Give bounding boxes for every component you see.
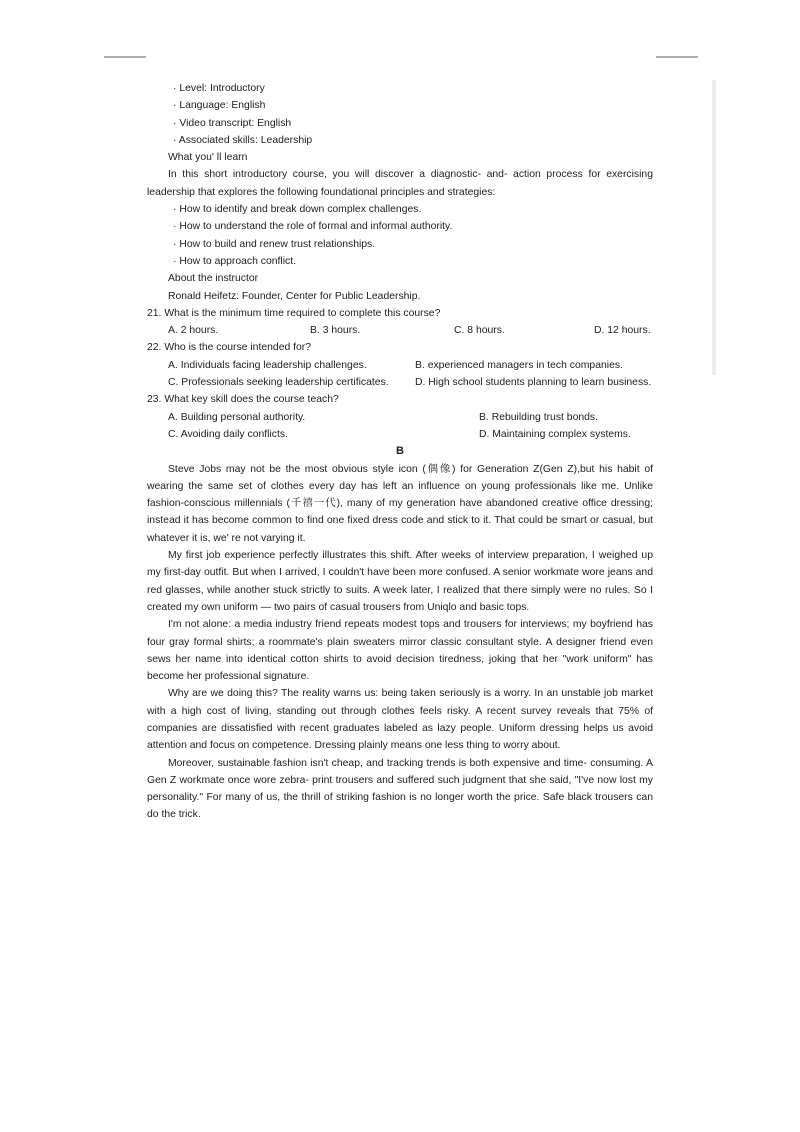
course-detail-language: · Language: English xyxy=(173,100,266,112)
scan-edge-shadow xyxy=(712,80,716,375)
option-c: C. Avoiding daily conflicts. xyxy=(168,428,288,440)
passage-paragraph-1: Steve Jobs may not be the most obvious style icon (偶像) for Generation Z(Gen Z),but his habit of wearing the same set of clothes every day has left an influence on young professionals like me. Unlike fashion-conscious millennials (千禧一代), many of my generation have abandoned creative office dressing; instead it has become common to find one fixed dress code and stick to it. That could be smart or casual, but whatever it is, we' re not varying it. xyxy=(147,463,653,544)
passage-paragraph-5: Moreover, sustainable fashion isn't cheap, and tracking trends is both expensive and time- consuming. A Gen Z workmate once wore zebra- print trousers and suffered such judgment that she said, "I've now lost my personality." For many of us, the thrill of striking fashion is no longer worth the price. Safe black trousers can do the trick. xyxy=(147,757,653,821)
instructor-heading: About the instructor xyxy=(168,273,259,285)
passage-paragraph-4: Why are we doing this? The reality warns us: being taken seriously is a worry. In an unstable job market with a high cost of living, standing out through clothes feels risky. A recent survey reveals that 75% of companies are dissatisfied with recent graduates labeled as lazy people. Uniform dressing helps us avoid attention and focus on competence. Dressing plainly means one less thing to worry about. xyxy=(147,688,653,752)
document-body xyxy=(147,80,653,824)
course-intro: In this short introductory course, you will discover a diagnostic- and- action process for exercising leadership that explores the following foundational principles and strategies: xyxy=(147,169,653,198)
question-22-options-row2 xyxy=(147,374,653,391)
option-d: D. High school students planning to learn business. xyxy=(415,377,652,389)
learn-item: · How to identify and break down complex challenges. xyxy=(173,204,422,216)
section-b-label: B xyxy=(396,445,404,458)
option-d: D. 12 hours. xyxy=(594,325,651,337)
question-23-options-row2 xyxy=(147,426,653,443)
option-c: C. 8 hours. xyxy=(454,325,505,337)
learn-heading: What you' ll learn xyxy=(168,152,248,164)
question-23-stem: 23. What key skill does the course teach? xyxy=(147,394,339,406)
learn-item: · How to build and renew trust relationships. xyxy=(173,238,376,250)
passage-paragraph-2: My first job experience perfectly illustrates this shift. After weeks of interview preparation, I weighed up my first-day outfit. But when I arrived, I couldn't have been more confused. A senior workmate wore jeans and red glasses, while another stuck strictly to suits. A week later, I realized that there simply were no rules. So I created my own uniform — two pairs of casual trousers from Uniqlo and basic tops. xyxy=(147,550,653,613)
instructor-name: Ronald Heifetz: Founder, Center for Public Leadership. xyxy=(168,290,421,302)
option-a: A. 2 hours. xyxy=(168,325,219,337)
question-21-stem: 21. What is the minimum time required to complete this course? xyxy=(147,307,441,319)
option-b: B. 3 hours. xyxy=(310,325,361,337)
corner-mark-left xyxy=(104,56,146,58)
course-detail-transcript: · Video transcript: English xyxy=(173,117,292,129)
option-b: B. Rebuilding trust bonds. xyxy=(479,411,598,423)
option-a: A. Individuals facing leadership challenges. xyxy=(168,359,367,371)
question-21-options xyxy=(147,322,653,339)
option-b: B. experienced managers in tech companies. xyxy=(415,359,623,371)
course-detail-skills: · Associated skills: Leadership xyxy=(173,134,313,146)
question-23-options-row1 xyxy=(147,409,653,426)
option-d: D. Maintaining complex systems. xyxy=(479,428,631,440)
question-22-options-row1 xyxy=(147,357,653,374)
question-22-stem: 22. Who is the course intended for? xyxy=(147,342,312,354)
learn-item: · How to understand the role of formal and informal authority. xyxy=(173,221,453,233)
corner-mark-right xyxy=(656,56,698,58)
option-a: A. Building personal authority. xyxy=(168,411,306,423)
course-detail-level: · Level: Introductory xyxy=(173,83,265,94)
passage-paragraph-3: I'm not alone: a media industry friend repeats modest tops and trousers for interviews; my boyfriend has four gray formal shirts; a roommate's plain sweaters mirror classic consultant style. A designer friend even sews her name into identical cotton shirts to avoid decision tiredness, joking that her "work uniform" has become her professional signature. xyxy=(147,619,653,683)
option-c: C. Professionals seeking leadership certificates. xyxy=(168,377,389,389)
learn-item: · How to approach conflict. xyxy=(173,255,297,267)
